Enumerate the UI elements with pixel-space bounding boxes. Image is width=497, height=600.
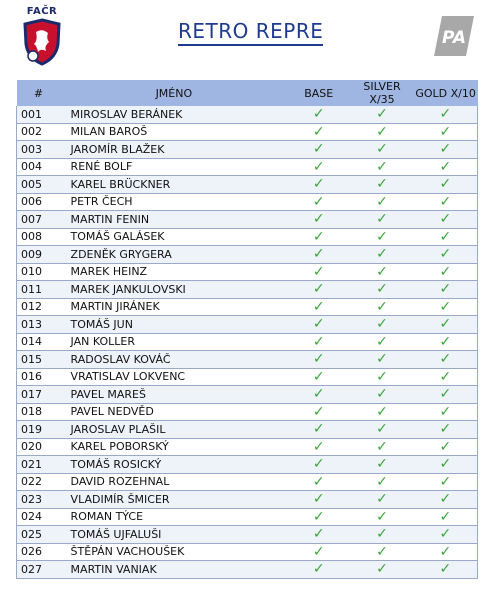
silver-cell (350, 176, 413, 194)
gold-cell (414, 473, 478, 491)
player-number: 003 (17, 141, 61, 159)
col-silver-header: SILVER X/35 (363, 80, 401, 106)
checkmark-icon: ✓ (376, 333, 388, 350)
checkmark-icon: ✓ (376, 386, 388, 403)
player-number: 015 (17, 351, 61, 369)
player-name: TOMÁŠ ROSICKÝ (61, 456, 288, 474)
player-name: MARTIN FENIN (61, 211, 288, 229)
base-cell (287, 316, 350, 334)
gold-cell (414, 141, 478, 159)
col-base-header: BASE (304, 86, 334, 100)
checkmark-icon: ✓ (312, 211, 325, 228)
silver-cell (350, 211, 413, 229)
gold-cell (414, 403, 478, 421)
checkmark-icon: ✓ (376, 298, 388, 315)
player-number: 007 (17, 211, 61, 229)
player-name: PETR ČECH (61, 193, 288, 211)
gold-cell (414, 333, 478, 351)
checkmark-icon: ✓ (439, 561, 452, 578)
gold-cell (414, 158, 478, 176)
table-row (17, 491, 478, 509)
player-name: JAROSLAV PLAŠIL (61, 421, 288, 439)
player-number: 001 (17, 106, 61, 123)
checkmark-icon: ✓ (439, 176, 452, 193)
checkmark-icon: ✓ (376, 351, 388, 368)
base-cell (287, 281, 350, 299)
checkmark-icon: ✓ (312, 456, 325, 473)
player-name: ZDENĚK GRYGERA (61, 246, 288, 264)
base-cell (287, 351, 350, 369)
silver-cell (350, 298, 413, 316)
gold-cell (414, 456, 478, 474)
silver-cell (350, 228, 413, 246)
player-number: 018 (17, 403, 61, 421)
player-number: 017 (17, 386, 61, 404)
logo-text: FAČR (26, 6, 58, 17)
player-number: 016 (17, 368, 61, 386)
checkmark-icon: ✓ (312, 368, 325, 385)
gold-cell (414, 246, 478, 264)
player-name: DAVID ROZEHNAL (61, 473, 288, 491)
base-cell (287, 421, 350, 439)
silver-cell (350, 543, 413, 561)
table-row (17, 368, 478, 386)
gold-cell (414, 543, 478, 561)
player-number: 022 (17, 473, 61, 491)
base-cell (287, 228, 350, 246)
silver-cell (350, 421, 413, 439)
table-row (17, 228, 478, 246)
checkmark-icon: ✓ (439, 508, 452, 525)
player-number: 025 (17, 526, 61, 544)
base-cell (287, 158, 350, 176)
table-row (17, 263, 478, 281)
checkmark-icon: ✓ (376, 263, 388, 280)
base-cell (287, 123, 350, 141)
gold-cell (414, 508, 478, 526)
table-row (17, 438, 478, 456)
table-header-row (17, 80, 478, 106)
player-number: 009 (17, 246, 61, 264)
base-cell (287, 368, 350, 386)
player-name: VLADIMÍR ŠMICER (61, 491, 288, 509)
checkmark-icon: ✓ (312, 473, 325, 490)
gold-cell (414, 421, 478, 439)
base-cell (287, 403, 350, 421)
player-number: 019 (17, 421, 61, 439)
table-row (17, 211, 478, 229)
checkmark-icon: ✓ (439, 421, 452, 438)
player-name: PAVEL NEDVĚD (61, 403, 288, 421)
silver-cell (350, 438, 413, 456)
base-cell (287, 298, 350, 316)
base-cell (287, 456, 350, 474)
player-number: 002 (17, 123, 61, 141)
base-cell (287, 473, 350, 491)
table-row (17, 246, 478, 264)
silver-cell (350, 351, 413, 369)
checkmark-icon: ✓ (439, 106, 452, 123)
silver-cell (350, 386, 413, 404)
gold-cell (414, 281, 478, 299)
checkmark-icon: ✓ (376, 106, 388, 123)
gold-cell (414, 228, 478, 246)
checkmark-icon: ✓ (439, 333, 452, 350)
table-row (17, 281, 478, 299)
gold-cell (414, 438, 478, 456)
player-name: MIROSLAV BERÁNEK (61, 106, 288, 123)
checkmark-icon: ✓ (439, 193, 452, 210)
base-cell (287, 526, 350, 544)
gold-cell (414, 386, 478, 404)
checkmark-icon: ✓ (312, 106, 325, 123)
checkmark-icon: ✓ (439, 141, 452, 158)
silver-cell (350, 333, 413, 351)
player-number: 008 (17, 228, 61, 246)
player-number: 004 (17, 158, 61, 176)
table-row (17, 333, 478, 351)
player-name: TOMÁŠ GALÁSEK (61, 228, 288, 246)
table-row (17, 158, 478, 176)
checkmark-icon: ✓ (376, 193, 388, 210)
gold-cell (414, 176, 478, 194)
checkmark-icon: ✓ (312, 561, 325, 578)
silver-cell (350, 473, 413, 491)
checkmark-icon: ✓ (376, 561, 388, 578)
page-title: RETRO REPRE (178, 18, 323, 46)
table-row (17, 141, 478, 159)
player-number: 013 (17, 316, 61, 334)
checkmark-icon: ✓ (376, 368, 388, 385)
player-name: MARTIN JIRÁNEK (61, 298, 288, 316)
player-name: PAVEL MAREŠ (61, 386, 288, 404)
checkmark-icon: ✓ (439, 158, 452, 175)
checkmark-icon: ✓ (312, 281, 325, 298)
player-name: MAREK HEINZ (61, 263, 288, 281)
col-name-header: JMÉNO (155, 86, 193, 100)
table-row (17, 176, 478, 194)
player-number: 005 (17, 176, 61, 194)
checkmark-icon: ✓ (376, 543, 388, 560)
checkmark-icon: ✓ (312, 403, 325, 420)
player-number: 011 (17, 281, 61, 299)
checkmark-icon: ✓ (376, 438, 388, 455)
checkmark-icon: ✓ (439, 386, 452, 403)
player-name: TOMÁŠ JUN (61, 316, 288, 334)
table-row (17, 193, 478, 211)
silver-cell (350, 158, 413, 176)
checkmark-icon: ✓ (439, 438, 452, 455)
player-name: KAREL BRÜCKNER (61, 176, 288, 194)
silver-cell (350, 263, 413, 281)
checkmark-icon: ✓ (312, 158, 325, 175)
silver-cell (350, 561, 413, 579)
checkmark-icon: ✓ (439, 316, 452, 333)
base-cell (287, 246, 350, 264)
base-cell (287, 141, 350, 159)
gold-cell (414, 211, 478, 229)
player-number: 023 (17, 491, 61, 509)
checkmark-icon: ✓ (376, 403, 388, 420)
checkmark-icon: ✓ (439, 228, 452, 245)
player-number: 006 (17, 193, 61, 211)
checkmark-icon: ✓ (439, 368, 452, 385)
checkmark-icon: ✓ (376, 421, 388, 438)
gold-cell (414, 298, 478, 316)
checkmark-icon: ✓ (439, 298, 452, 315)
table-row (17, 561, 478, 579)
base-cell (287, 508, 350, 526)
silver-cell (350, 403, 413, 421)
table-row (17, 473, 478, 491)
checkmark-icon: ✓ (376, 228, 388, 245)
checkmark-icon: ✓ (312, 298, 325, 315)
facr-logo (20, 6, 64, 68)
checkmark-icon: ✓ (376, 246, 388, 263)
checkmark-icon: ✓ (312, 316, 325, 333)
checkmark-icon: ✓ (312, 491, 325, 508)
table-row (17, 106, 478, 123)
checkmark-icon: ✓ (312, 421, 325, 438)
table-row (17, 508, 478, 526)
player-name: JAN KOLLER (61, 333, 288, 351)
base-cell (287, 333, 350, 351)
player-number: 020 (17, 438, 61, 456)
checkmark-icon: ✓ (312, 333, 325, 350)
base-cell (287, 263, 350, 281)
gold-cell (414, 526, 478, 544)
gold-cell (414, 561, 478, 579)
table-row (17, 526, 478, 544)
checkmark-icon: ✓ (376, 491, 388, 508)
table-row (17, 316, 478, 334)
checkmark-icon: ✓ (312, 351, 325, 368)
checkmark-icon: ✓ (312, 543, 325, 560)
checkmark-icon: ✓ (439, 543, 452, 560)
player-name: MILAN BAROŠ (61, 123, 288, 141)
silver-cell (350, 491, 413, 509)
player-name: ROMAN TÝCE (61, 508, 288, 526)
silver-cell (350, 123, 413, 141)
checkmark-icon: ✓ (439, 281, 452, 298)
col-number-header: # (33, 86, 44, 100)
silver-cell (350, 106, 413, 123)
checkmark-icon: ✓ (376, 176, 388, 193)
checkmark-icon: ✓ (312, 386, 325, 403)
player-name: VRATISLAV LOKVENC (61, 368, 288, 386)
checkmark-icon: ✓ (376, 526, 388, 543)
base-cell (287, 106, 350, 123)
base-cell (287, 491, 350, 509)
pa-brand-icon (432, 14, 476, 58)
checkmark-icon: ✓ (439, 473, 452, 490)
table-row (17, 543, 478, 561)
player-name: ŠTĚPÁN VACHOUŠEK (61, 543, 288, 561)
player-number: 026 (17, 543, 61, 561)
base-cell (287, 211, 350, 229)
player-checklist-table (16, 80, 478, 579)
table-row (17, 403, 478, 421)
checkmark-icon: ✓ (312, 508, 325, 525)
checkmark-icon: ✓ (312, 263, 325, 280)
table-row (17, 421, 478, 439)
checkmark-icon: ✓ (312, 176, 325, 193)
checkmark-icon: ✓ (439, 211, 452, 228)
gold-cell (414, 491, 478, 509)
player-name: MARTIN VANIAK (61, 561, 288, 579)
table-row (17, 298, 478, 316)
player-number: 014 (17, 333, 61, 351)
player-name: KAREL POBORSKÝ (61, 438, 288, 456)
checkmark-icon: ✓ (439, 246, 452, 263)
checkmark-icon: ✓ (312, 246, 325, 263)
table-row (17, 386, 478, 404)
checkmark-icon: ✓ (376, 473, 388, 490)
player-name: JAROMÍR BLAŽEK (61, 141, 288, 159)
gold-cell (414, 123, 478, 141)
gold-cell (414, 106, 478, 123)
checkmark-icon: ✓ (312, 438, 325, 455)
player-name: MAREK JANKULOVSKI (61, 281, 288, 299)
gold-cell (414, 263, 478, 281)
player-number: 021 (17, 456, 61, 474)
base-cell (287, 438, 350, 456)
svg-text:PA: PA (441, 28, 467, 48)
checkmark-icon: ✓ (312, 526, 325, 543)
checkmark-icon: ✓ (376, 211, 388, 228)
silver-cell (350, 246, 413, 264)
gold-cell (414, 316, 478, 334)
checkmark-icon: ✓ (439, 491, 452, 508)
gold-cell (414, 368, 478, 386)
silver-cell (350, 141, 413, 159)
base-cell (287, 176, 350, 194)
player-number: 012 (17, 298, 61, 316)
base-cell (287, 561, 350, 579)
gold-cell (414, 193, 478, 211)
checkmark-icon: ✓ (439, 456, 452, 473)
base-cell (287, 543, 350, 561)
silver-cell (350, 526, 413, 544)
player-name: TOMÁŠ UJFALUŠI (61, 526, 288, 544)
checkmark-icon: ✓ (312, 123, 325, 140)
player-number: 010 (17, 263, 61, 281)
checkmark-icon: ✓ (376, 456, 388, 473)
checkmark-icon: ✓ (376, 281, 388, 298)
checkmark-icon: ✓ (312, 193, 325, 210)
player-name: RENÉ BOLF (61, 158, 288, 176)
table-row (17, 351, 478, 369)
table-row (17, 456, 478, 474)
silver-cell (350, 456, 413, 474)
player-number: 027 (17, 561, 61, 579)
checkmark-icon: ✓ (376, 316, 388, 333)
silver-cell (350, 281, 413, 299)
checkmark-icon: ✓ (376, 508, 388, 525)
checkmark-icon: ✓ (439, 123, 452, 140)
player-number: 024 (17, 508, 61, 526)
base-cell (287, 193, 350, 211)
checkmark-icon: ✓ (439, 351, 452, 368)
checkmark-icon: ✓ (376, 158, 388, 175)
checkmark-icon: ✓ (376, 123, 388, 140)
checkmark-icon: ✓ (439, 526, 452, 543)
col-gold-header: GOLD X/10 (415, 86, 476, 100)
checkmark-icon: ✓ (439, 263, 452, 280)
checkmark-icon: ✓ (312, 228, 325, 245)
lion-crest-icon (22, 18, 62, 66)
gold-cell (414, 351, 478, 369)
player-name: RADOSLAV KOVÁČ (61, 351, 288, 369)
table-row (17, 123, 478, 141)
checkmark-icon: ✓ (439, 403, 452, 420)
silver-cell (350, 508, 413, 526)
silver-cell (350, 193, 413, 211)
silver-cell (350, 316, 413, 334)
base-cell (287, 386, 350, 404)
silver-cell (350, 368, 413, 386)
checkmark-icon: ✓ (312, 141, 325, 158)
checkmark-icon: ✓ (376, 141, 388, 158)
